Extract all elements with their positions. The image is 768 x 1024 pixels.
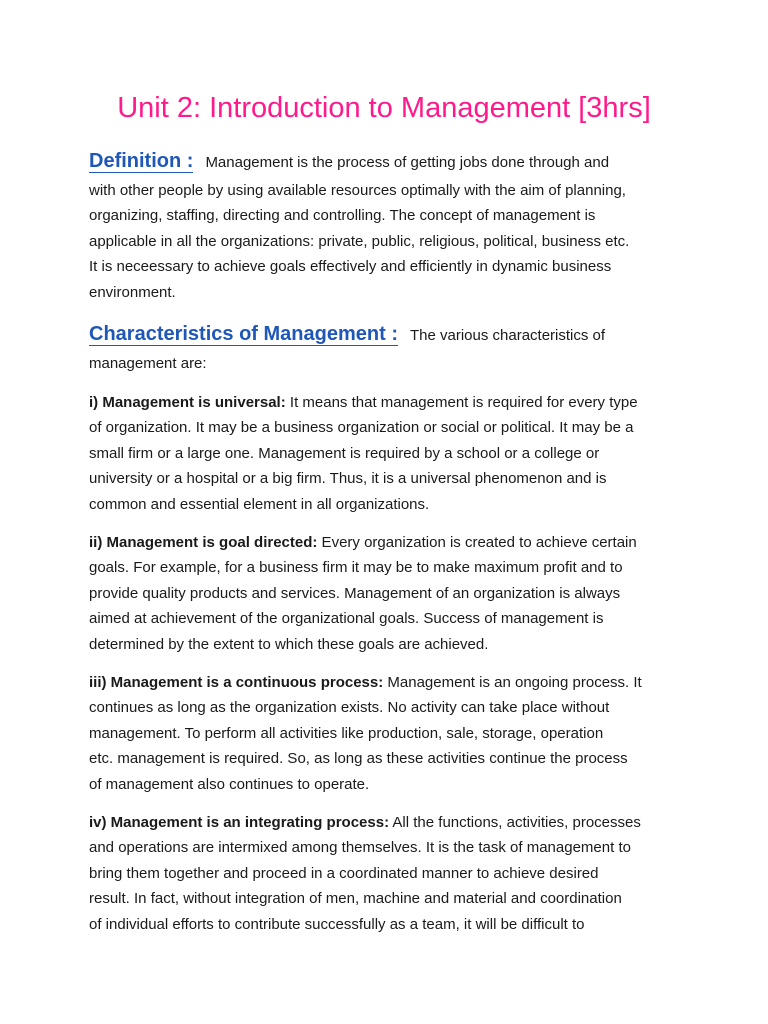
point-label: iii) Management is a continuous process: xyxy=(89,674,384,691)
point-line: small firm or a large one. Management is required by a school or a college or xyxy=(89,444,600,462)
definition-line: It is neceessary to achieve goals effectively and efficiently in dynamic business xyxy=(89,258,612,276)
characteristics-heading-line xyxy=(89,323,689,346)
point-line: common and essential element in all organizations. xyxy=(89,495,430,513)
point-line: university or a hospital or a big firm. Thus, it is a universal phenomenon and is xyxy=(89,470,607,488)
point-line: of management also continues to operate. xyxy=(89,775,370,793)
characteristics-first-line: The various characteristics of xyxy=(409,327,606,344)
definition-heading: Definition : xyxy=(89,150,194,172)
point-line: etc. management is required. So, as long as these activities continue the process xyxy=(89,750,628,768)
point-line: bring them together and proceed in a coordinated manner to achieve desired xyxy=(89,864,599,882)
point-label: ii) Management is goal directed: xyxy=(89,534,318,551)
definition-heading-line xyxy=(89,150,689,173)
point-line: goals. For example, for a business firm it may be to make maximum profit and to xyxy=(89,559,623,577)
point-first-text: Every organization is created to achieve certain xyxy=(317,534,637,551)
point-integrating-process xyxy=(89,810,689,937)
point-line: of organization. It may be a business organization or social or political. It may be a xyxy=(89,419,634,437)
definition-line: environment. xyxy=(89,283,176,301)
point-line: of individual efforts to contribute successfully as a team, it will be difficult to xyxy=(89,915,585,933)
point-line: continues as long as the organization exists. No activity can take place without xyxy=(89,699,610,717)
point-line: result. In fact, without integration of men, machine and material and coordination xyxy=(89,890,622,908)
characteristics-heading: Characteristics of Management : xyxy=(89,323,398,345)
point-first-line xyxy=(89,670,689,695)
point-universal xyxy=(89,390,689,517)
point-line: provide quality products and services. Management of an organization is always xyxy=(89,584,621,602)
point-goal-directed xyxy=(89,530,689,657)
point-label: iv) Management is an integrating process: xyxy=(89,814,390,831)
definition-line: applicable in all the organizations: private, public, religious, political, business etc. xyxy=(89,232,630,250)
point-label: i) Management is universal: xyxy=(89,394,286,411)
point-first-text: It means that management is required for every type xyxy=(285,394,638,411)
definition-line: organizing, staffing, directing and controlling. The concept of management is xyxy=(89,207,596,225)
point-first-line xyxy=(89,810,689,835)
characteristics-section xyxy=(89,323,689,376)
point-first-text: Management is an ongoing process. It xyxy=(383,674,642,691)
point-first-line xyxy=(89,390,689,415)
point-line: management. To perform all activities like production, sale, storage, operation xyxy=(89,724,604,742)
point-first-text: All the functions, activities, processes xyxy=(389,814,641,831)
definition-line: with other people by using available resources optimally with the aim of planning, xyxy=(89,182,626,199)
point-line: aimed at achievement of the organizational goals. Success of management is xyxy=(89,610,604,628)
point-first-line xyxy=(89,530,689,555)
page-title: Unit 2: Introduction to Management [3hrs] xyxy=(117,92,651,124)
point-line: and operations are intermixed among themselves. It is the task of management to xyxy=(89,839,631,857)
point-continuous-process xyxy=(89,670,689,797)
definition-section xyxy=(89,150,689,305)
characteristics-line: management are: xyxy=(89,355,207,372)
point-line: determined by the extent to which these goals are achieved. xyxy=(89,635,489,653)
definition-first-line: Management is the process of getting jobs done through and xyxy=(205,154,610,171)
